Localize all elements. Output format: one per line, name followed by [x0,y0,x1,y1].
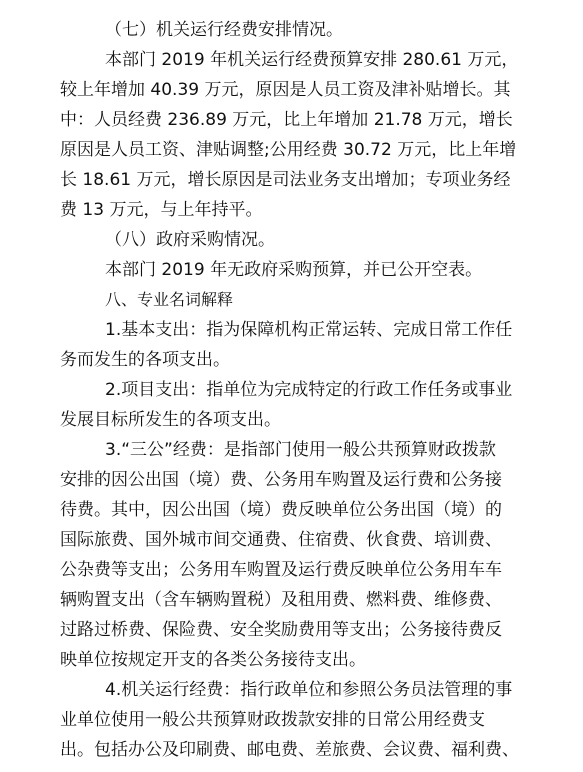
paragraph-line: 中：人员经费 236.89 万元，比上年增加 21.78 万元，增长 [60,110,513,130]
paragraph-line: 发展目标所发生的各项支出。 [60,410,281,430]
paragraph-line: 业单位使用一般公共预算财政拨款安排的日常公用经费支 [60,710,485,730]
paragraph-line: 费 13 万元，与上年持平。 [60,200,263,220]
paragraph-line: 长 18.61 万元，增长原因是司法业务支出增加；专项业务经 [60,170,511,190]
section-heading-8: （八）政府采购情况。 [105,230,275,250]
paragraph-line: 4.机关运行经费：指行政单位和参照公务员法管理的事 [105,680,513,700]
paragraph-line: 国际旅费、国外城市间交通费、住宿费、伙食费、培训费、 [60,530,502,550]
paragraph-line: 2.项目支出：指单位为完成特定的行政工作任务或事业 [105,380,513,400]
paragraph-line: 务而发生的各项支出。 [60,350,230,370]
paragraph-line: 本部门 2019 年无政府采购预算，并已公开空表。 [105,260,483,280]
paragraph-line: 过路过桥费、保险费、安全奖励费用等支出；公务接待费反 [60,620,502,640]
paragraph-line: 映单位按规定开支的各类公务接待支出。 [60,650,366,670]
paragraph-line: 辆购置支出（含车辆购置税）及租用费、燃料费、维修费、 [60,590,502,610]
paragraph-line: 1.基本支出：指为保障机构正常运转、完成日常工作任 [105,320,513,340]
paragraph-line: 安排的因公出国（境）费、公务用车购置及运行费和公务接 [60,470,502,490]
paragraph-line: 出。包括办公及印刷费、邮电费、差旅费、会议费、福利费、 [60,740,519,760]
paragraph-line: 公杂费等支出；公务用车购置及运行费反映单位公务用车车 [60,560,502,580]
chapter-heading: 八、专业名词解释 [105,290,234,309]
paragraph-line: 原因是人员工资、津贴调整;公用经费 30.72 万元，比上年增 [60,140,517,160]
section-heading-7: （七）机关运行经费安排情况。 [105,20,343,40]
paragraph-line: 本部门 2019 年机关运行经费预算安排 280.61 万元， [105,50,519,70]
paragraph-line: 3.“三公”经费：是指部门使用一般公共预算财政拨款 [105,440,496,460]
paragraph-line: 待费。其中，因公出国（境）费反映单位公务出国（境）的 [60,500,502,520]
paragraph-line: 较上年增加 40.39 万元，原因是人员工资及津补贴增长。其 [60,80,511,100]
